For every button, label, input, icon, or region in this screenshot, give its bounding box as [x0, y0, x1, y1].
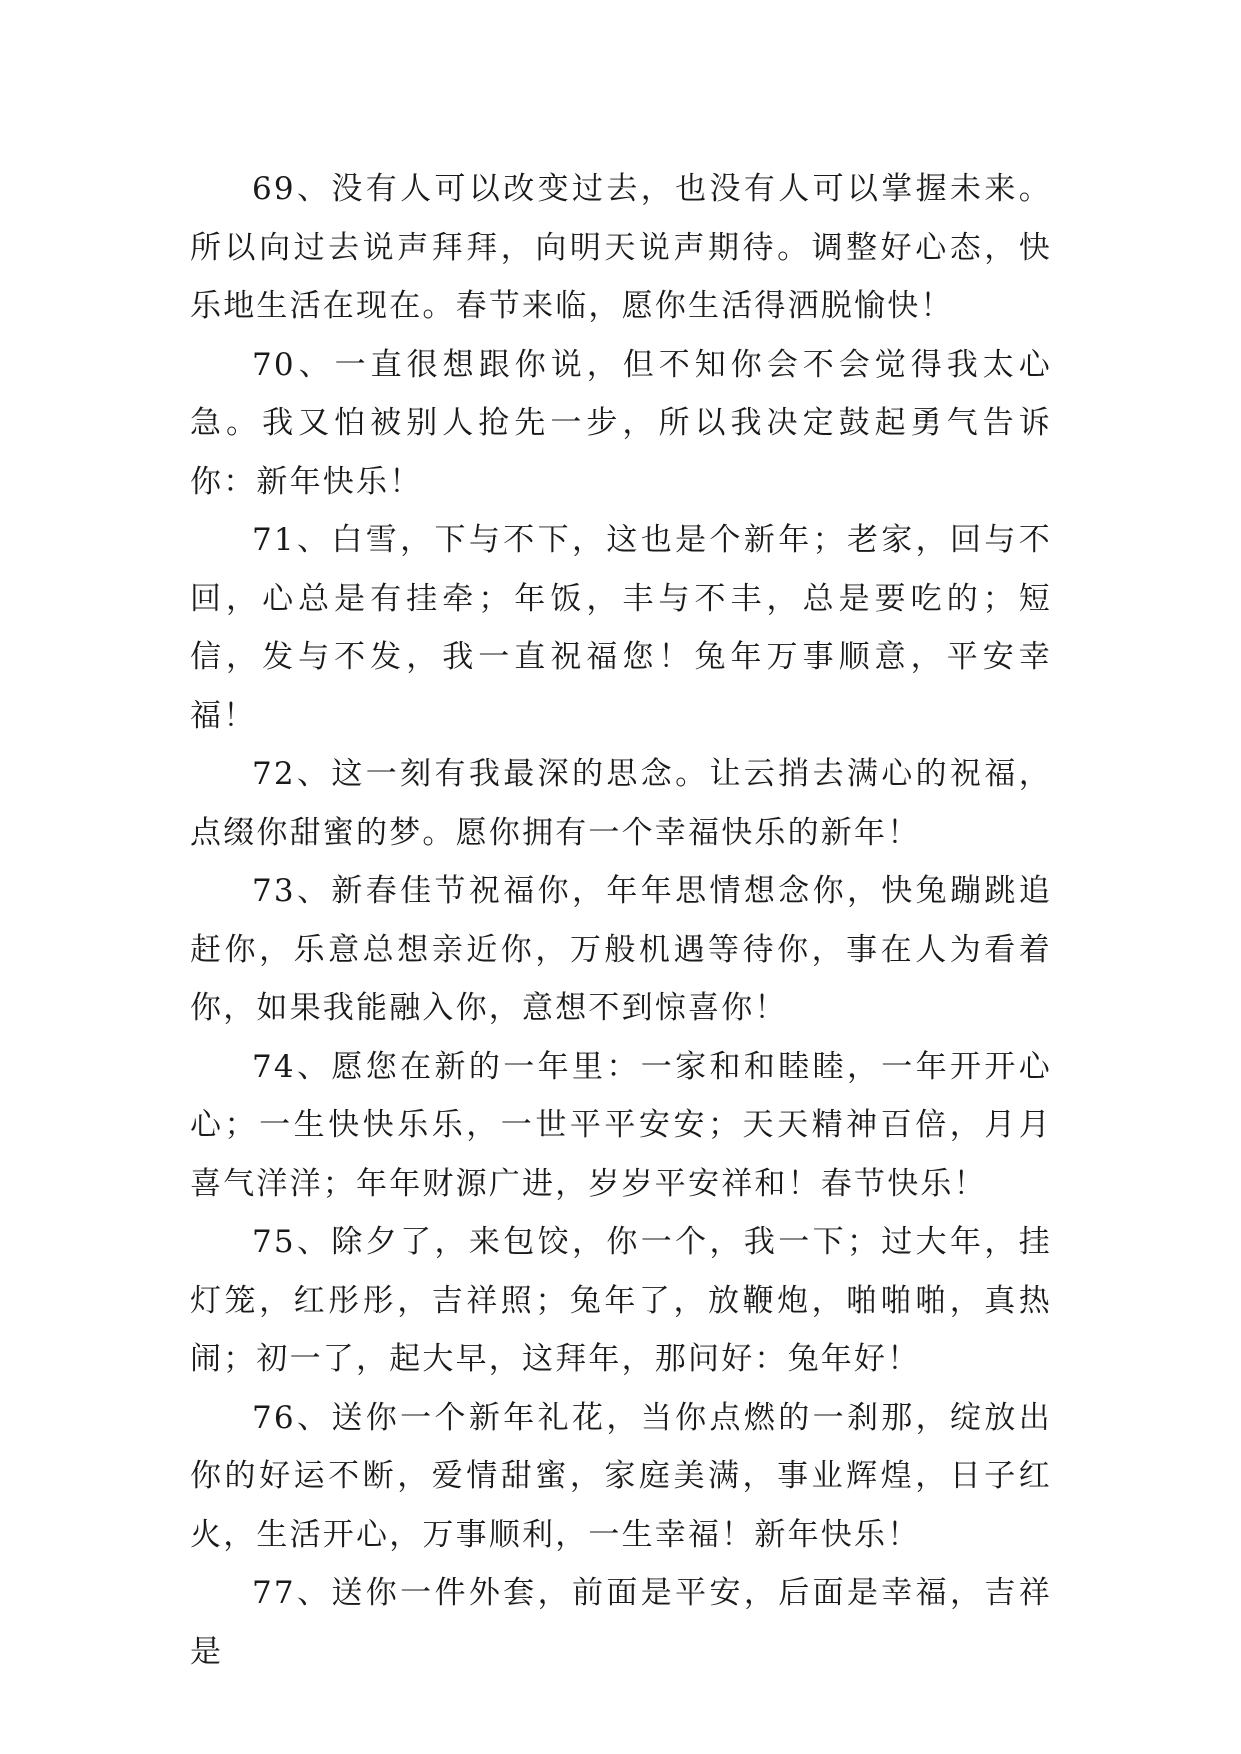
paragraph-76: 76、送你一个新年礼花，当你点燃的一刹那，绽放出你的好运不断，爱情甜蜜，家庭美满，事业辉煌，日子红火，生活开心，万事顺利，一生幸福！新年快乐！ [190, 1399, 1052, 1553]
paragraph-73: 73、新春佳节祝福你，年年思情想念你，快兔蹦跳追赶你，乐意总想亲近你，万般机遇等待你，事在人为看着你，如果我能融入你，意想不到惊喜你！ [190, 873, 1052, 1026]
paragraph-74: 74、愿您在新的一年里：一家和和睦睦，一年开开心心；一生快快乐乐，一世平平安安；天天精神百倍，月月喜气洋洋；年年财源广进，岁岁平安祥和！春节快乐！ [190, 1048, 1052, 1202]
paragraph-69: 69、没有人可以改变过去，也没有人可以掌握未来。所以向过去说声拜拜，向明天说声期待。调整好心态，快乐地生活在现在。春节来临，愿你生活得洒脱愉快！ [190, 171, 1052, 324]
paragraph-77: 77、送你一件外套，前面是平安，后面是幸福，吉祥是 [190, 1575, 1052, 1670]
paragraph-71: 71、白雪，下与不下，这也是个新年；老家，回与不回，心总是有挂牵；年饭，丰与不丰，总是要吃的；短信，发与不发，我一直祝福您！兔年万事顺意，平安幸福！ [190, 522, 1052, 734]
paragraph-72: 72、这一刻有我最深的思念。让云捎去满心的祝福，点缀你甜蜜的梦。愿你拥有一个幸福快乐的新年！ [190, 756, 1052, 851]
paragraph-70: 70、一直很想跟你说，但不知你会不会觉得我太心急。我又怕被别人抢先一步，所以我决定鼓起勇气告诉你：新年快乐！ [190, 346, 1052, 500]
paragraph-75: 75、除夕了，来包饺，你一个，我一下；过大年，挂灯笼，红彤彤，吉祥照；兔年了，放鞭炮，啪啪啪，真热闹；初一了，起大早，这拜年，那问好：兔年好！ [190, 1224, 1052, 1377]
document-body [190, 160, 1052, 1681]
